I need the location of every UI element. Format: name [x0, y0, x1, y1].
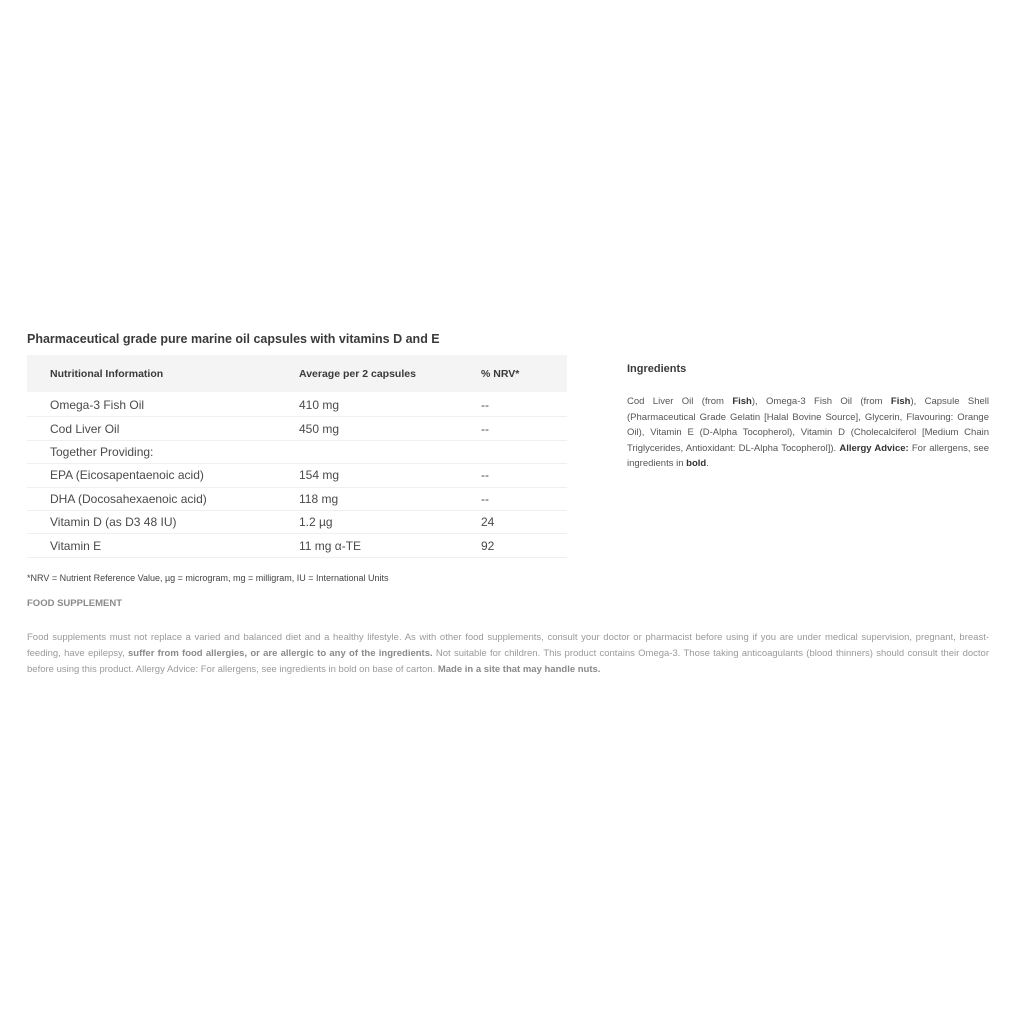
table-row	[27, 440, 567, 463]
column-header-average-per-2-capsules: Average per 2 capsules	[299, 367, 416, 380]
nutrient-name: Vitamin D (as D3 48 IU)	[27, 510, 299, 533]
nutrient-amount: 11 mg α-TE	[299, 534, 481, 557]
nutrition-table	[27, 355, 567, 558]
allergen-bold: Fish	[732, 396, 752, 407]
disclaimer-bold: Made in a site that may handle nuts.	[437, 664, 601, 675]
table-header-row	[27, 355, 567, 392]
nutrient-nrv: --	[481, 487, 567, 510]
allergy-advice-label: Allergy Advice:	[839, 442, 909, 454]
disclaimer-part: Not suitable for children. This product contains Omega-3. Those taking anticoagulants (blood thinners) should consult their doctor before using this product. Allergy Advice: For allergens, see ingredients in bold on base of carton.	[27, 648, 989, 675]
bold-word: bold	[686, 458, 707, 470]
nutrient-amount: 154 mg	[299, 464, 481, 487]
nutrient-nrv: --	[481, 417, 567, 440]
table-row	[27, 417, 567, 440]
disclaimer-text	[27, 630, 989, 678]
nutrient-nrv: --	[481, 392, 567, 417]
table-row	[27, 534, 567, 557]
nutrient-name: EPA (Eicosapentaenoic acid)	[27, 464, 299, 487]
page-title: Pharmaceutical grade pure marine oil capsules with vitamins D and E	[27, 332, 440, 346]
nutrient-name: Omega-3 Fish Oil	[27, 392, 299, 417]
nutrient-amount: 410 mg	[299, 392, 481, 417]
nutrient-name: Together Providing:	[27, 440, 299, 463]
nutrient-name: Cod Liver Oil	[27, 417, 299, 440]
table-row	[27, 464, 567, 487]
ingredients-text	[627, 394, 989, 472]
nutrient-amount: 118 mg	[299, 487, 481, 510]
food-supplement-label: FOOD SUPPLEMENT	[27, 598, 123, 609]
table-row	[27, 487, 567, 510]
nutrient-nrv	[481, 440, 567, 463]
nutrient-nrv: --	[481, 464, 567, 487]
allergen-bold: Fish	[890, 396, 911, 407]
nutrient-amount: 1.2 µg	[299, 510, 481, 533]
column-header-nutritional-information: Nutritional Information	[50, 367, 164, 380]
ingredients-title: Ingredients	[627, 363, 687, 375]
nutrient-name: Vitamin E	[27, 534, 299, 557]
table-row	[27, 510, 567, 533]
ingredients-part: For allergens, see ingredients in	[627, 442, 989, 470]
nutrient-amount: 450 mg	[299, 417, 481, 440]
ingredients-part: ), Omega-3 Fish Oil (from	[751, 396, 891, 407]
disclaimer-part: Food supplements must not replace a varied and balanced diet and a healthy lifestyle. As with other food supplements, consult your doctor or pharmacist before using if you are under medical supervision, pregnant, breast-feeding, have epilepsy,	[27, 632, 989, 659]
nutrient-nrv: 24	[481, 510, 567, 533]
nutrient-nrv: 92	[481, 534, 567, 557]
table-row	[27, 392, 567, 417]
nrv-footnote: *NRV = Nutrient Reference Value, µg = microgram, mg = milligram, IU = International Units	[27, 573, 389, 583]
nutrient-amount	[299, 440, 481, 463]
ingredients-part: .	[706, 458, 709, 470]
ingredients-part: ), Capsule Shell (Pharmaceutical Grade Gelatin [Halal Bovine Source], Glycerin, Flavouring: Orange Oil), Vitamin E (D-Alpha Tocopherol), Vitamin D (Cholecalciferol [Medium Chain Triglycerides, Antioxidant: DL-Alpha Tocopherol]).	[627, 396, 989, 454]
disclaimer-bold: suffer from food allergies, or are allergic to any of the ingredients.	[128, 648, 433, 659]
column-header-nrv: % NRV*	[481, 367, 520, 380]
nutrient-name: DHA (Docosahexaenoic acid)	[27, 487, 299, 510]
ingredients-part: Cod Liver Oil (from	[627, 396, 733, 407]
